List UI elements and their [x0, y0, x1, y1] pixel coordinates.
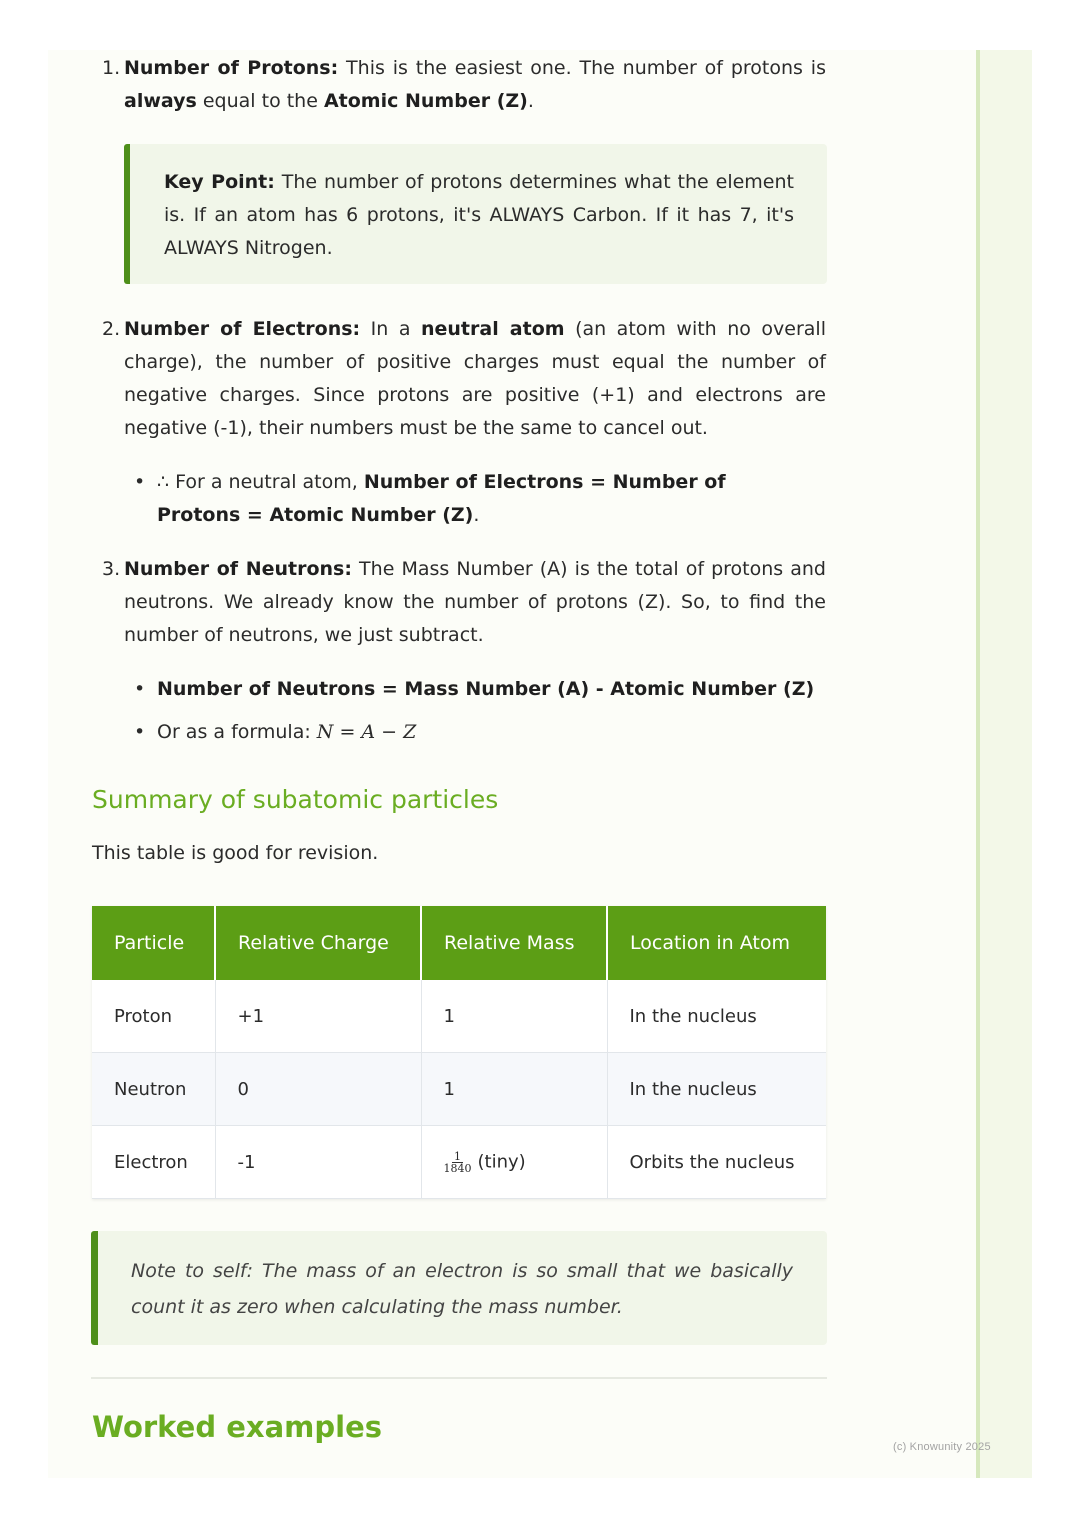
item-text: equal to the [196, 90, 324, 112]
note-callout [91, 1231, 827, 1345]
callout-accent-bar [91, 1231, 98, 1345]
bullet-text [157, 716, 824, 749]
list-item-body [124, 553, 826, 652]
section-divider [91, 1377, 827, 1379]
fraction-denominator: 1840 [443, 1161, 472, 1175]
item-bold: neutral atom [420, 318, 565, 340]
list-item-body [124, 313, 826, 445]
bullet-plain: ∴ For a neutral atom, [157, 471, 364, 493]
table-cell: Proton [92, 980, 215, 1053]
table-header-cell: Particle [92, 906, 215, 980]
callout-accent-bar [124, 144, 130, 284]
table-cell [421, 1126, 607, 1199]
table-row [92, 980, 826, 1053]
callout-body: The number of protons determines what the element is. If an atom has 6 protons, it's ALWAYS Carbon. If it has 7, it's ALWAYS Nitrogen. [164, 171, 794, 259]
bullet-formula [134, 716, 824, 749]
table-cell-text: (tiny) [477, 1151, 526, 1172]
table-cell: -1 [215, 1126, 421, 1199]
bullet-plain: Or as a formula: [157, 721, 317, 743]
item-title: Number of Electrons: [124, 318, 361, 340]
bullet-text [157, 673, 824, 706]
table-cell: 0 [215, 1053, 421, 1126]
table-cell: Electron [92, 1126, 215, 1199]
item-title: Number of Neutrons: [124, 558, 352, 580]
section-heading-worked-examples: Worked examples [92, 1410, 382, 1444]
bullet-neutron-rule [134, 673, 824, 706]
section-heading-summary: Summary of subatomic particles [92, 785, 499, 814]
table-row [92, 1053, 826, 1126]
table-cell: In the nucleus [607, 980, 826, 1053]
list-number: 1. [102, 57, 121, 79]
item-text: In a [360, 318, 421, 340]
particles-table [92, 906, 826, 1199]
item-bold: Atomic Number (Z) [323, 90, 528, 112]
table-header-cell: Relative Charge [215, 906, 421, 980]
item-text: The Mass Number (A) is the total of protons and neutrons. We already know the number of protons (Z). So, to find the number of neutrons, we just subtract. [124, 558, 826, 646]
bullet-dot: • [134, 721, 146, 743]
item-text: . [527, 90, 534, 112]
bullet-dot: • [134, 678, 146, 700]
fraction-numerator: 1 [454, 1149, 461, 1163]
list-item-neutrons [102, 553, 826, 652]
item-text: (an atom with no overall charge), the number of positive charges must equal the number of negative charges. Since protons are positive (+1) and electrons are negative (-1), their numbers must be the same to cancel out. [124, 318, 826, 439]
table-cell: In the nucleus [607, 1053, 826, 1126]
bullet-text [157, 466, 794, 532]
list-item-protons [102, 52, 826, 118]
sidebar-panel [976, 50, 1032, 1478]
table-header-cell: Location in Atom [607, 906, 826, 980]
table-cell: Orbits the nucleus [607, 1126, 826, 1199]
bullet-dot: • [134, 471, 146, 493]
list-item-electrons [102, 313, 826, 445]
table-header-cell: Relative Mass [421, 906, 607, 980]
bullet-plain: . [473, 504, 480, 526]
copyright-footer: (c) Knowunity 2025 [893, 1441, 991, 1453]
key-point-callout [124, 144, 827, 284]
note-text: Note to self: The mass of an electron is so small that we basically count it as zero when calculating the mass number. [131, 1260, 793, 1318]
math-formula: N = A − Z [316, 721, 417, 743]
item-title: Number of Protons: [124, 57, 339, 79]
list-number: 2. [102, 318, 121, 340]
list-item-body [124, 52, 826, 118]
fraction [444, 1151, 472, 1174]
callout-label: Key Point: [164, 171, 275, 193]
summary-intro: This table is good for revision. [92, 842, 379, 864]
table-header-row [92, 906, 826, 980]
bullet-neutral-atom [134, 466, 794, 532]
table-cell: 1 [421, 1053, 607, 1126]
table-row [92, 1126, 826, 1199]
item-text: This is the easiest one. The number of protons is [338, 57, 826, 79]
bullet-bold: Number of Neutrons = Mass Number (A) - Atomic Number (Z) [157, 678, 815, 700]
callout-text [164, 166, 794, 265]
list-number: 3. [102, 558, 121, 580]
table-cell: 1 [421, 980, 607, 1053]
bullet-bold: Number of Electrons = Number of Protons = Atomic Number (Z) [157, 471, 726, 526]
table-cell: Neutron [92, 1053, 215, 1126]
table-cell: +1 [215, 980, 421, 1053]
item-bold: always [124, 90, 197, 112]
